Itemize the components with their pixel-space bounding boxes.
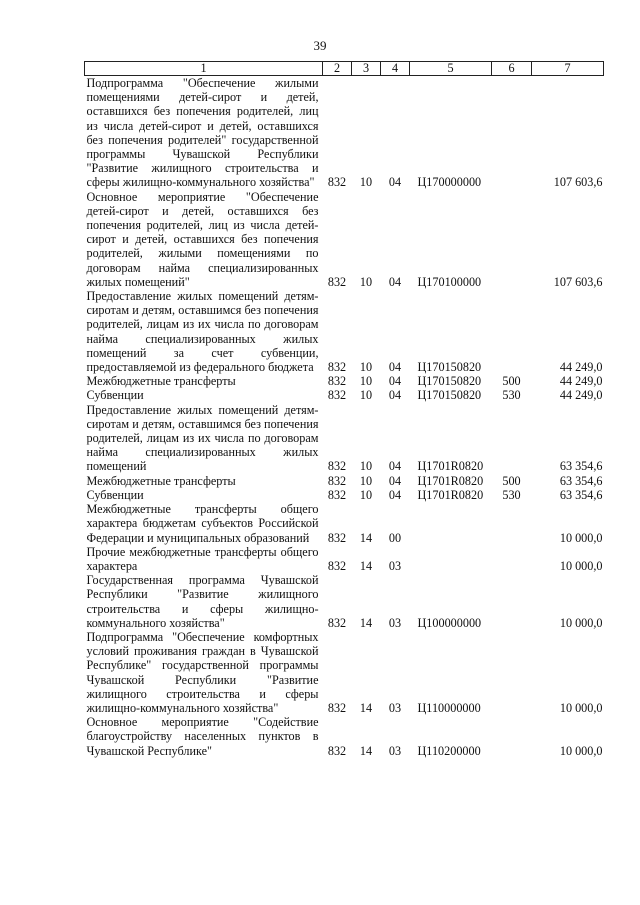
row-amount: 44 249,0	[559, 388, 603, 403]
row-amount: 10 000,0	[559, 530, 603, 545]
row-code-5: Ц170000000	[417, 175, 482, 190]
row-name: Субвенции	[86, 388, 144, 403]
column-header-3: 3	[352, 62, 381, 76]
row-code-6	[492, 403, 532, 474]
table-row	[85, 573, 604, 630]
column-header-6: 6	[492, 62, 532, 76]
row-code-4: 03	[388, 743, 402, 758]
row-code-5: Ц1701R0820	[417, 459, 484, 474]
table-row	[85, 403, 604, 474]
row-name: Основное мероприятие "Содействие благоустройству населенных пунктов в Чувашской Республике"	[86, 715, 319, 758]
row-code-6	[492, 573, 532, 630]
row-code-3: 14	[359, 615, 373, 630]
row-code-2: 832	[327, 530, 347, 545]
row-code-3: 14	[359, 558, 373, 573]
row-code-2: 832	[327, 487, 347, 502]
row-code-5: Ц110200000	[417, 743, 481, 758]
table-header	[85, 62, 604, 76]
page-number: 39	[313, 38, 327, 53]
table-row	[85, 545, 604, 573]
row-code-3: 10	[359, 459, 373, 474]
row-name: Межбюджетные трансферты	[86, 473, 236, 488]
row-code-4: 04	[388, 473, 402, 488]
row-code-6	[492, 715, 532, 758]
table-row	[85, 374, 604, 388]
column-header-4: 4	[381, 62, 410, 76]
row-amount: 63 354,6	[559, 487, 603, 502]
row-name: Подпрограмма "Обеспечение комфортных условий проживания граждан в Чувашской Республике" государственной программы Чувашской Республики "Развитие жилищного строительства и сферы жилищно-коммунального хозяйства"	[86, 629, 319, 715]
table-row	[85, 289, 604, 374]
row-code-6: 530	[502, 388, 521, 403]
row-code-3: 10	[359, 274, 373, 289]
row-code-3: 10	[359, 360, 373, 375]
row-code-2: 832	[327, 274, 347, 289]
row-code-2: 832	[327, 175, 347, 190]
row-code-5: Ц170150820	[417, 360, 482, 375]
table-row	[85, 502, 604, 545]
row-name: Основное мероприятие "Обеспечение детей-сирот и детей, оставшихся без попечения родителей, лиц из числа детей-сирот и детей, оставшихся без попечения родителей, жилыми помещениями по договорам найма специализированных жилых помещений"	[86, 189, 319, 289]
row-name: Предоставление жилых помещений детям-сиротам и детям, оставшимся без попечения родителей, лицам из их числа по договорам найма специализированных жилых помещений	[86, 402, 319, 474]
budget-table	[84, 61, 604, 758]
row-code-5: Ц1701R0820	[417, 487, 484, 502]
table-body	[85, 76, 604, 758]
row-code-3: 10	[359, 388, 373, 403]
row-code-5: Ц110000000	[417, 700, 481, 715]
row-code-6	[492, 545, 532, 573]
row-code-4: 04	[388, 374, 402, 389]
table-row	[85, 715, 604, 758]
row-code-2: 832	[327, 360, 347, 375]
row-code-3: 14	[359, 530, 373, 545]
column-header-5: 5	[410, 62, 492, 76]
row-code-6	[492, 190, 532, 289]
row-code-4: 04	[388, 388, 402, 403]
column-header-7: 7	[532, 62, 604, 76]
row-name: Государственная программа Чувашской Республики "Развитие жилищного строительства и сферы жилищно-коммунального хозяйства"	[86, 573, 319, 630]
table-row	[85, 488, 604, 502]
row-code-2: 832	[327, 459, 347, 474]
row-name: Предоставление жилых помещений детям-сиротам и детям, оставшимся без попечения родителей, лицам из их числа по договорам найма специализированных жилых помещений за счет субвенции, предоставляемой из федерального бюджета	[86, 289, 319, 375]
row-code-6	[492, 289, 532, 374]
row-code-4: 03	[388, 615, 402, 630]
row-code-2: 832	[327, 700, 347, 715]
row-code-3: 10	[359, 175, 373, 190]
row-code-4: 04	[388, 274, 402, 289]
row-amount: 107 603,6	[553, 175, 603, 190]
table-row	[85, 76, 604, 190]
row-code-2: 832	[327, 558, 347, 573]
row-amount: 44 249,0	[559, 360, 603, 375]
row-code-2: 832	[327, 473, 347, 488]
row-code-6: 530	[502, 487, 521, 502]
row-code-3: 10	[359, 374, 373, 389]
row-name: Подпрограмма "Обеспечение жилыми помещениями детей-сирот и детей, оставшихся без попечения родителей, лиц из числа детей-сирот и детей, оставшихся без попечения родителей" государственной программы Чувашской Республики "Развитие жилищного строительства и сферы жилищно-коммунального хозяйства"	[86, 76, 319, 190]
row-code-3: 10	[359, 487, 373, 502]
row-amount: 63 354,6	[559, 473, 603, 488]
row-code-2: 832	[327, 615, 347, 630]
row-code-5: Ц170150820	[417, 388, 482, 403]
table-row	[85, 190, 604, 289]
row-code-6: 500	[502, 473, 521, 488]
row-code-5: Ц1701R0820	[417, 473, 484, 488]
row-code-5	[410, 502, 492, 545]
column-header-2: 2	[323, 62, 352, 76]
row-code-3: 14	[359, 700, 373, 715]
table-row	[85, 474, 604, 488]
row-name: Прочие межбюджетные трансферты общего характера	[86, 544, 319, 573]
row-amount: 10 000,0	[559, 615, 603, 630]
column-header-1: 1	[85, 62, 323, 76]
row-code-4: 03	[388, 700, 402, 715]
row-code-2: 832	[327, 388, 347, 403]
row-name: Межбюджетные трансферты	[86, 374, 236, 389]
row-name: Межбюджетные трансферты общего характера бюджетам субъектов Российской Федерации и муниципальных образований	[86, 502, 319, 545]
row-code-6	[492, 630, 532, 715]
row-code-6	[492, 502, 532, 545]
row-code-5: Ц170100000	[417, 274, 482, 289]
row-name: Субвенции	[86, 487, 144, 502]
table-row	[85, 630, 604, 715]
row-amount: 10 000,0	[559, 700, 603, 715]
row-code-2: 832	[327, 743, 347, 758]
row-code-2: 832	[327, 374, 347, 389]
row-amount: 10 000,0	[559, 743, 603, 758]
row-code-4: 04	[388, 360, 402, 375]
row-code-5: Ц100000000	[417, 615, 482, 630]
row-amount: 107 603,6	[553, 274, 603, 289]
row-code-4: 04	[388, 175, 402, 190]
row-code-4: 04	[388, 459, 402, 474]
row-code-3: 10	[359, 473, 373, 488]
row-code-4: 04	[388, 487, 402, 502]
row-code-5	[410, 545, 492, 573]
row-amount: 63 354,6	[559, 459, 603, 474]
row-code-6	[492, 76, 532, 190]
row-code-4: 00	[388, 530, 402, 545]
row-code-5: Ц170150820	[417, 374, 482, 389]
header-row	[85, 62, 604, 76]
table-row	[85, 388, 604, 402]
row-code-3: 14	[359, 743, 373, 758]
row-code-6: 500	[502, 374, 521, 389]
row-amount: 10 000,0	[559, 558, 603, 573]
row-amount: 44 249,0	[559, 374, 603, 389]
row-code-4: 03	[388, 558, 402, 573]
